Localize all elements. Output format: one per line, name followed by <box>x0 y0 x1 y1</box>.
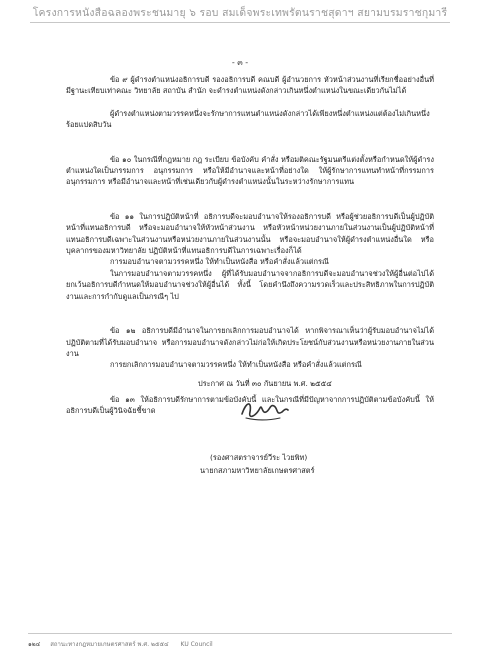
footer-publication: สถานะทางกฎหมายเกษตรศาสตร์ พ.ศ. ๒๕๕๔ <box>50 641 169 648</box>
clause-12-paragraph: ข้อ ๑๒ อธิการบดีมีอำนาจในการยกเลิกการมอบอำนาจได้ หากพิจารณาเห็นว่าผู้รับมอบอำนาจไม่ได้ปฏิบัติตามที่ได้รับมอบอำนาจ หรือการมอบอำนาจดังกล่าวไม่ก่อให้เกิดประโยชน์กับส่วนงานหรือหน่วยงานภายในส่วนงาน <box>66 326 434 358</box>
clause-11-sub-paragraph-2: ในการมอบอำนาจตามวรรคหนึ่ง ผู้ที่ได้รับมอบอำนาจจากอธิการบดีจะมอบอำนาจช่วงให้ผู้อื่นต่อไปได้ ยกเว้นอธิการบดีกำหนดให้มอบอำนาจช่วงให้ผู้อื่นได้ ทั้งนี้ โดยคำนึงถึงความรวดเร็วและประสิทธิภาพในการปฏิบัติงานและการกำกับดูแลเป็นกรณีๆ ไป <box>66 268 434 301</box>
signer-title: นายกสภามหาวิทยาลัยเกษตรศาสตร์ <box>200 466 315 475</box>
clause-11-paragraph: ข้อ ๑๑ ในการปฏิบัติหน้าที่ อธิการบดีจะมอบอำนาจให้รองอธิการบดี หรือผู้ช่วยอธิการบดีเป็นผู้ปฏิบัติหน้าที่แทนอธิการบดี หรือจะมอบอำนาจให้หัวหน้าส่วนงาน หรือหัวหน้าหน่วยงานภายในส่วนงานเป็นผู้ปฏิบัติหน้าที่แทนอธิการบดีเฉพาะในส่วนงานหรือหน่วยงานภายในส่วนงานนั้น หรือจะมอบอำนาจให้ผู้ดำรงตำแหน่งอื่นใด หรือบุคลากรของมหาวิทยาลัย ปฏิบัติหน้าที่แทนอธิการบดีในการเฉพาะเรื่องก็ได้ <box>66 211 434 256</box>
document-body <box>66 74 434 417</box>
header-rule <box>30 22 450 23</box>
signature-image <box>236 394 292 426</box>
clause-13-paragraph: ข้อ ๑๓ ให้อธิการบดีรักษาการตามข้อบังคับนี้ และในกรณีที่มีปัญหาจากการปฏิบัติตามข้อบังคับนี้ ให้อธิการบดีเป็นผู้วินิจฉัยชี้ขาด <box>66 394 434 416</box>
footer-rule <box>28 633 452 634</box>
clause-10-paragraph: ข้อ ๑๐ ในกรณีที่กฎหมาย กฎ ระเบียบ ข้อบังคับ คำสั่ง หรือมติคณะรัฐมนตรีแต่งตั้งหรือกำหนดให้ผู้ดำรงตำแหน่งใดเป็นกรรมการ อนุกรรมการ หรือให้มีอำนาจและหน้าที่อย่างใด ให้ผู้รักษาการแทนทำหน้าที่กรรมการ อนุกรรมการ หรือมีอำนาจและหน้าที่เช่นเดียวกับผู้ดำรงตำแหน่งนั้นในระหว่างรักษาการแทน <box>66 154 434 187</box>
footer-organization: KU Council <box>180 641 213 648</box>
signer-name: (รองศาสตราจารย์วีระ ไวยพิท) <box>210 453 308 462</box>
page-number: - ๓ - <box>231 58 249 67</box>
clause-9-sub-paragraph: ผู้ดำรงตำแหน่งตามวรรคหนึ่งจะรักษาการแทนตำแหน่งดังกล่าวได้เพียงหนึ่งตำแหน่งแต่ต้องไม่เกินหนึ่งร้อยแปดสิบวัน <box>66 108 430 130</box>
header-title: โครงการหนังสือฉลองพระชนมายุ ๖ รอบ สมเด็จพระเทพรัตนราชสุดาฯ สยามบรมราชกุมารี <box>32 7 448 19</box>
clause-12-sub-paragraph: การยกเลิกการมอบอำนาจตามวรรคหนึ่ง ให้ทำเป็นหนังสือ หรือคำสั่งแล้วแต่กรณี <box>110 360 362 370</box>
clause-11-sub-paragraph-1: การมอบอำนาจตามวรรคหนึ่ง ให้ทำเป็นหนังสือ หรือคำสั่งแล้วแต่กรณี <box>110 257 329 267</box>
page-footer <box>28 639 213 649</box>
proclamation-date: ประกาศ ณ วันที่ ๓๐ กันยายน พ.ศ. ๒๕๕๔ <box>198 379 332 388</box>
clause-9-paragraph: ข้อ ๙ ผู้ดำรงตำแหน่งอธิการบดี รองอธิการบดี คณบดี ผู้อำนวยการ หัวหน้าส่วนงานที่เรียกชื่ออย่างอื่นที่มีฐานะเทียบเท่าคณะ วิทยาลัย สถาบัน สำนัก จะดำรงตำแหน่งดังกล่าวเกินหนึ่งตำแหน่งในขณะเดียวกันไม่ได้ <box>66 75 434 96</box>
footer-page-number: ๑๒๔ <box>28 641 41 648</box>
